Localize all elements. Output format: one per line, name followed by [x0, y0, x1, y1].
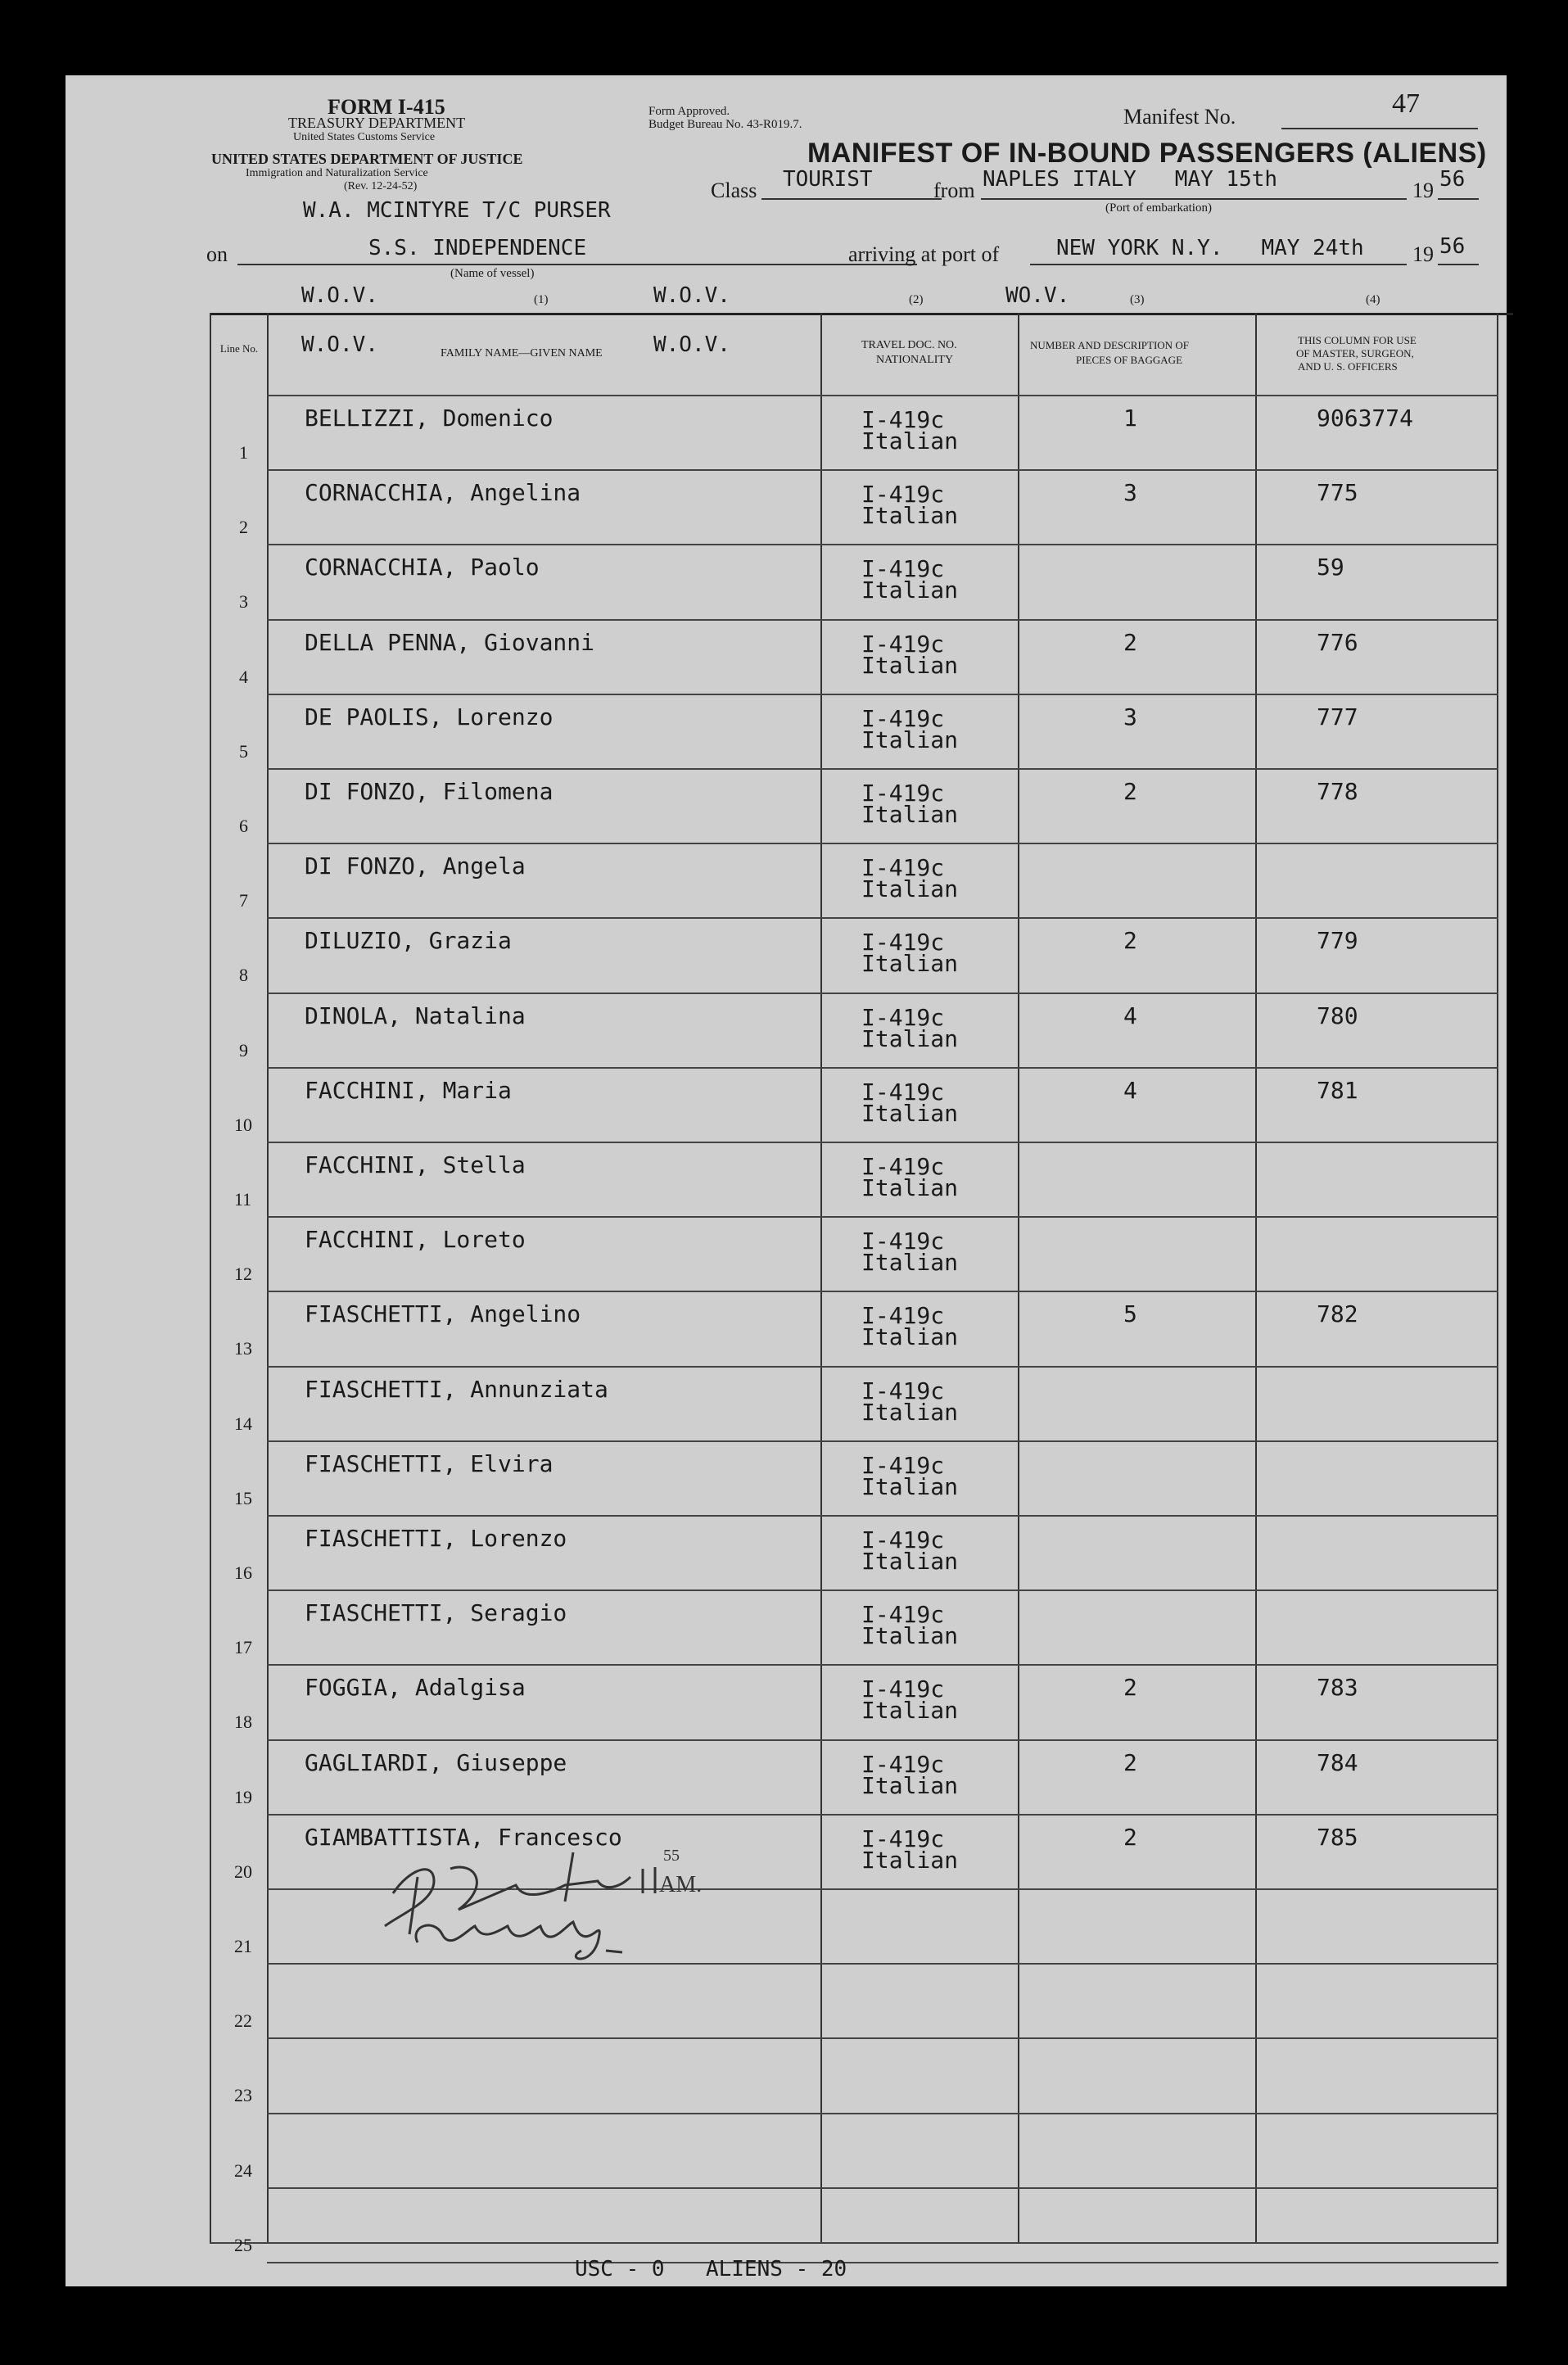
year-value: 56	[1439, 167, 1466, 192]
officer-note: 59	[1317, 554, 1344, 581]
travel-doc: I-419c	[861, 630, 945, 658]
line-number: 18	[234, 1712, 252, 1733]
customs-service: United States Customs Service	[293, 131, 436, 143]
nationality: Italian	[861, 1697, 959, 1725]
passenger-name: FIASCHETTI, Elvira	[305, 1449, 554, 1477]
header-officers1: THIS COLUMN FOR USE	[1298, 334, 1417, 346]
line-number: 15	[234, 1487, 252, 1508]
nationality: Italian	[861, 875, 959, 903]
arriving-label: arriving at port of	[848, 242, 1000, 266]
wov-c: WO.V.	[1005, 283, 1070, 308]
passenger-name: FACCHINI, Maria	[305, 1076, 512, 1104]
passenger-name: DINOLA, Natalina	[305, 1002, 526, 1029]
travel-doc: I-419c	[861, 1377, 945, 1404]
baggage-count: 2	[1123, 1748, 1137, 1776]
line-number: 7	[239, 890, 248, 911]
footer-usc: USC - 0	[575, 2257, 665, 2281]
nationality: Italian	[861, 1548, 959, 1575]
officer-note: 785	[1317, 1823, 1358, 1851]
baggage-count: 4	[1123, 1076, 1137, 1104]
officer-note: 782	[1317, 1300, 1358, 1328]
baggage-count: 3	[1123, 703, 1137, 730]
header-travel: TRAVEL DOC. NO.	[861, 339, 957, 351]
header-line-no: Line No.	[219, 342, 259, 355]
passenger-name: FACCHINI, Stella	[305, 1151, 526, 1178]
travel-doc: I-419c	[861, 1153, 945, 1180]
line-number: 4	[239, 666, 248, 687]
officer-note: 779	[1317, 927, 1358, 955]
officer-note: 9063774	[1317, 405, 1414, 432]
line-number: 13	[234, 1338, 252, 1359]
officer-note: 776	[1317, 628, 1358, 656]
line-number: 6	[239, 816, 248, 836]
officer-note: 783	[1317, 1674, 1358, 1702]
nationality: Italian	[861, 1174, 959, 1201]
line-number: 22	[234, 2010, 252, 2032]
line-number: 12	[234, 1264, 252, 1285]
travel-doc: I-419c	[861, 555, 945, 583]
passenger-name: DELLA PENNA, Giovanni	[305, 628, 595, 656]
col4-label: (4)	[1366, 293, 1380, 306]
travel-doc: I-419c	[861, 854, 945, 882]
passenger-name: DI FONZO, Angela	[305, 852, 526, 880]
line-number: 16	[234, 1562, 252, 1583]
baggage-count: 2	[1123, 1674, 1137, 1702]
travel-doc: I-419c	[861, 1003, 945, 1031]
travel-doc: I-419c	[861, 1750, 945, 1778]
nationality: Italian	[861, 502, 959, 530]
passenger-name: GIAMBATTISTA, Francesco	[305, 1823, 622, 1851]
officer-note: 775	[1317, 479, 1358, 507]
nationality: Italian	[861, 1846, 959, 1874]
travel-doc: I-419c	[861, 1451, 945, 1479]
svg-text:55: 55	[663, 1847, 680, 1865]
col1-label: (1)	[534, 293, 549, 306]
line-number: 11	[234, 1189, 252, 1210]
passenger-name: CORNACCHIA, Angelina	[305, 479, 581, 507]
ins-service: Immigration and Naturalization Service	[246, 167, 428, 179]
header-nationality: NATIONALITY	[876, 354, 954, 366]
line-number: 20	[234, 1861, 252, 1882]
year-label: 19	[1412, 179, 1434, 202]
passenger-name: DILUZIO, Grazia	[305, 927, 512, 955]
baggage-count: 2	[1123, 927, 1137, 955]
line-number: 5	[239, 740, 248, 762]
vessel-name: S.S. INDEPENDENCE	[368, 236, 587, 260]
class-value: TOURIST	[783, 167, 873, 192]
nationality: Italian	[861, 801, 959, 828]
manifest-no-value: 47	[1392, 88, 1420, 119]
col3-label: (3)	[1130, 293, 1145, 306]
travel-doc: I-419c	[861, 1675, 945, 1703]
header-baggage2: PIECES OF BAGGAGE	[1076, 354, 1183, 366]
passenger-name: FIASCHETTI, Lorenzo	[305, 1525, 567, 1552]
travel-doc: I-419c	[861, 929, 945, 956]
travel-doc: I-419c	[861, 481, 945, 509]
line-number: 3	[239, 591, 248, 613]
line-number: 25	[234, 2234, 252, 2255]
officer-note: 778	[1317, 778, 1358, 805]
header-officers2: OF MASTER, SURGEON,	[1296, 347, 1414, 359]
nationality: Italian	[861, 1249, 959, 1277]
manifest-no-label: Manifest No.	[1123, 105, 1236, 129]
officer-note: 780	[1317, 1002, 1358, 1029]
header-wov2: W.O.V.	[653, 332, 730, 357]
port-embarkation-label: (Port of embarkation)	[1105, 201, 1212, 215]
nationality: Italian	[861, 1472, 959, 1500]
on-label: on	[206, 242, 228, 266]
travel-doc: I-419c	[861, 406, 945, 433]
officer-note: 784	[1317, 1748, 1358, 1776]
handwritten-signature	[360, 1836, 884, 1975]
header-name: FAMILY NAME—GIVEN NAME	[441, 347, 603, 359]
travel-doc: I-419c	[861, 704, 945, 732]
line-number: 23	[234, 2085, 252, 2106]
from-value: NAPLES ITALY MAY 15th	[983, 167, 1278, 192]
baggage-count: 3	[1123, 479, 1137, 507]
line-number: 1	[239, 442, 248, 463]
travel-doc: I-419c	[861, 1078, 945, 1106]
line-number: 24	[234, 2159, 252, 2181]
header-wov1: W.O.V.	[301, 332, 378, 357]
wov-a: W.O.V.	[301, 283, 378, 308]
nationality: Italian	[861, 1323, 959, 1351]
line-number: 9	[239, 1039, 248, 1060]
svg-text:AM.: AM.	[659, 1872, 703, 1897]
line-number: 10	[234, 1114, 252, 1135]
nationality: Italian	[861, 577, 959, 604]
nationality: Italian	[861, 1398, 959, 1426]
nationality: Italian	[861, 427, 959, 454]
officer-note: 777	[1317, 703, 1358, 730]
nationality: Italian	[861, 950, 959, 978]
line-number: 2	[239, 517, 248, 538]
nationality: Italian	[861, 651, 959, 679]
travel-doc: I-419c	[861, 1601, 945, 1629]
line-number: 8	[239, 965, 248, 986]
year2-label: 19	[1412, 242, 1434, 266]
baggage-count: 4	[1123, 1002, 1137, 1029]
passenger-name: DI FONZO, Filomena	[305, 778, 554, 805]
treasury-dept: TREASURY DEPARTMENT	[288, 115, 466, 131]
line-number: 17	[234, 1637, 252, 1658]
arriving-value: NEW YORK N.Y. MAY 24th	[1056, 236, 1364, 260]
passenger-name: FIASCHETTI, Seragio	[305, 1599, 567, 1627]
justice-dept: UNITED STATES DEPARTMENT OF JUSTICE	[211, 151, 523, 167]
travel-doc: I-419c	[861, 780, 945, 807]
class-label: Class	[711, 179, 757, 202]
baggage-count: 2	[1123, 628, 1137, 656]
form-number: FORM I-415	[328, 95, 445, 119]
passenger-name: BELLIZZI, Domenico	[305, 405, 554, 432]
passenger-name: GAGLIARDI, Giuseppe	[305, 1748, 567, 1776]
from-label: from	[933, 179, 975, 202]
form-approved: Form Approved.	[648, 105, 730, 118]
header-officers3: AND U. S. OFFICERS	[1298, 360, 1398, 373]
line-number: 21	[234, 1936, 252, 1956]
header-baggage1: NUMBER AND DESCRIPTION OF	[1030, 339, 1189, 351]
travel-doc: I-419c	[861, 1228, 945, 1255]
officer-note: 781	[1317, 1076, 1358, 1104]
nationality: Italian	[861, 1099, 959, 1127]
nationality: Italian	[861, 1771, 959, 1799]
travel-doc: I-419c	[861, 1825, 945, 1852]
passenger-name: FIASCHETTI, Angelino	[305, 1300, 581, 1328]
revision: (Rev. 12-24-52)	[344, 180, 418, 192]
year2-value: 56	[1439, 234, 1466, 259]
passenger-name: FIASCHETTI, Annunziata	[305, 1375, 608, 1403]
purser: W.A. MCINTYRE T/C PURSER	[303, 198, 611, 223]
vessel-name-label: (Name of vessel)	[450, 267, 535, 280]
passenger-name: CORNACCHIA, Paolo	[305, 554, 540, 581]
baggage-count: 5	[1123, 1300, 1137, 1328]
nationality: Italian	[861, 1622, 959, 1650]
nationality: Italian	[861, 1024, 959, 1052]
passenger-name: FACCHINI, Loreto	[305, 1226, 526, 1254]
travel-doc: I-419c	[861, 1526, 945, 1553]
nationality: Italian	[861, 726, 959, 753]
line-number: 14	[234, 1413, 252, 1434]
col2-label: (2)	[909, 293, 924, 306]
footer-aliens: ALIENS - 20	[706, 2257, 847, 2281]
baggage-count: 1	[1123, 405, 1137, 432]
manifest-page	[66, 75, 1507, 2286]
passenger-name: DE PAOLIS, Lorenzo	[305, 703, 554, 730]
travel-doc: I-419c	[861, 1302, 945, 1330]
baggage-count: 2	[1123, 778, 1137, 805]
line-number: 19	[234, 1786, 252, 1807]
manifest-title: MANIFEST OF IN-BOUND PASSENGERS (ALIENS)	[807, 138, 1487, 169]
baggage-count: 2	[1123, 1823, 1137, 1851]
passenger-name: FOGGIA, Adalgisa	[305, 1674, 526, 1702]
budget-bureau: Budget Bureau No. 43-R019.7.	[648, 118, 802, 131]
wov-b: W.O.V.	[653, 283, 730, 308]
